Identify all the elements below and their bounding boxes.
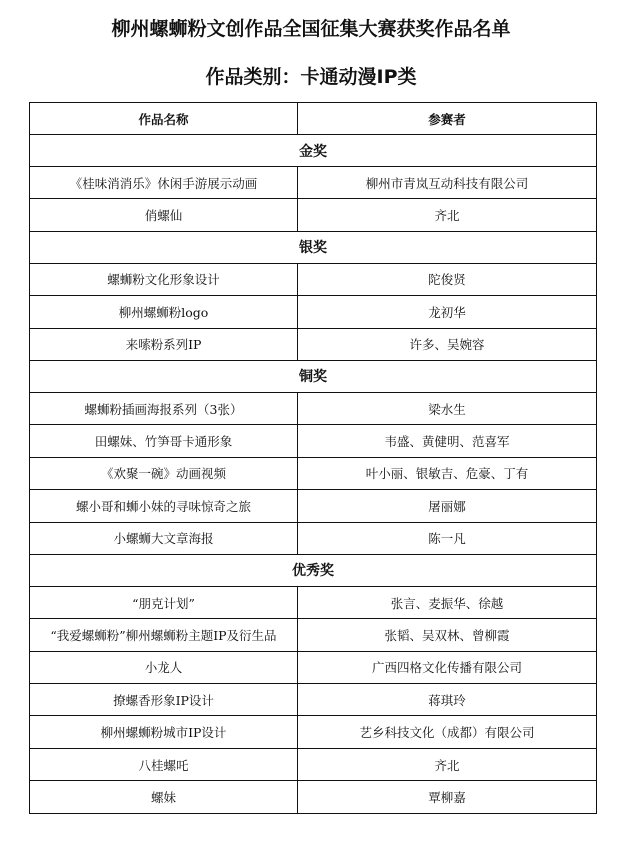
work-name-cell: 螺蛳粉文化形象设计: [30, 263, 298, 295]
table-row: [30, 457, 597, 489]
participant-cell: 龙初华: [298, 296, 597, 328]
award-level-label: 优秀奖: [30, 554, 597, 586]
table-header-row: [30, 103, 597, 135]
participant-cell: 蒋琪玲: [298, 684, 597, 716]
table-row: [30, 619, 597, 651]
table-row: [30, 490, 597, 522]
table-row: [30, 522, 597, 554]
award-level-label: 银奖: [30, 231, 597, 263]
participant-cell: 覃柳嘉: [298, 781, 597, 813]
participant-cell: 韦盛、黄健明、范喜军: [298, 425, 597, 457]
column-header-participant: 参赛者: [298, 103, 597, 135]
award-section-row: [30, 231, 597, 263]
column-header-work-name: 作品名称: [30, 103, 298, 135]
awards-table: [29, 102, 597, 814]
work-name-cell: 来嗦粉系列IP: [30, 328, 298, 360]
work-name-cell: 小龙人: [30, 651, 298, 683]
table-row: [30, 651, 597, 683]
award-level-label: 金奖: [30, 135, 597, 167]
table-row: [30, 748, 597, 780]
table-row: [30, 684, 597, 716]
table-row: [30, 263, 597, 295]
work-name-cell: 螺蛳粉插画海报系列（3张）: [30, 392, 298, 424]
participant-cell: 梁水生: [298, 392, 597, 424]
participant-cell: 陀俊贤: [298, 263, 597, 295]
table-row: [30, 167, 597, 199]
participant-cell: 屠丽娜: [298, 490, 597, 522]
work-name-cell: 螺妹: [30, 781, 298, 813]
participant-cell: 广西四格文化传播有限公司: [298, 651, 597, 683]
table-row: [30, 392, 597, 424]
participant-cell: 陈一凡: [298, 522, 597, 554]
award-section-row: [30, 554, 597, 586]
work-name-cell: 《桂味消消乐》休闲手游展示动画: [30, 167, 298, 199]
work-name-cell: 柳州螺蛳粉城市IP设计: [30, 716, 298, 748]
table-row: [30, 781, 597, 813]
work-name-cell: 俏螺仙: [30, 199, 298, 231]
award-section-row: [30, 360, 597, 392]
work-name-cell: 田螺妹、竹笋哥卡通形象: [30, 425, 298, 457]
work-name-cell: “我爱螺蛳粉”柳州螺蛳粉主题IP及衍生品: [30, 619, 298, 651]
work-name-cell: 《欢聚一碗》动画视频: [30, 457, 298, 489]
participant-cell: 柳州市青岚互动科技有限公司: [298, 167, 597, 199]
work-name-cell: 八桂螺吒: [30, 748, 298, 780]
participant-cell: 齐北: [298, 199, 597, 231]
table-row: [30, 328, 597, 360]
participant-cell: 艺乡科技文化（成都）有限公司: [298, 716, 597, 748]
participant-cell: 张言、麦振华、徐越: [298, 586, 597, 618]
work-name-cell: 撩螺香形象IP设计: [30, 684, 298, 716]
table-row: [30, 586, 597, 618]
award-level-label: 铜奖: [30, 360, 597, 392]
work-name-cell: 螺小哥和蛳小妹的寻味惊奇之旅: [30, 490, 298, 522]
participant-cell: 齐北: [298, 748, 597, 780]
work-name-cell: 柳州螺蛳粉logo: [30, 296, 298, 328]
participant-cell: 张韬、吴双林、曾柳霞: [298, 619, 597, 651]
awards-table-body: [30, 135, 597, 814]
category-subtitle: 作品类别：卡通动漫IP类: [205, 66, 417, 88]
table-row: [30, 716, 597, 748]
award-section-row: [30, 135, 597, 167]
work-name-cell: 小螺蛳大文章海报: [30, 522, 298, 554]
work-name-cell: “朋克计划”: [30, 586, 298, 618]
table-row: [30, 296, 597, 328]
table-row: [30, 199, 597, 231]
document-title: 柳州螺蛳粉文创作品全国征集大赛获奖作品名单: [111, 18, 511, 40]
participant-cell: 叶小丽、银敏吉、危豪、丁有: [298, 457, 597, 489]
participant-cell: 许多、吴婉容: [298, 328, 597, 360]
table-row: [30, 425, 597, 457]
